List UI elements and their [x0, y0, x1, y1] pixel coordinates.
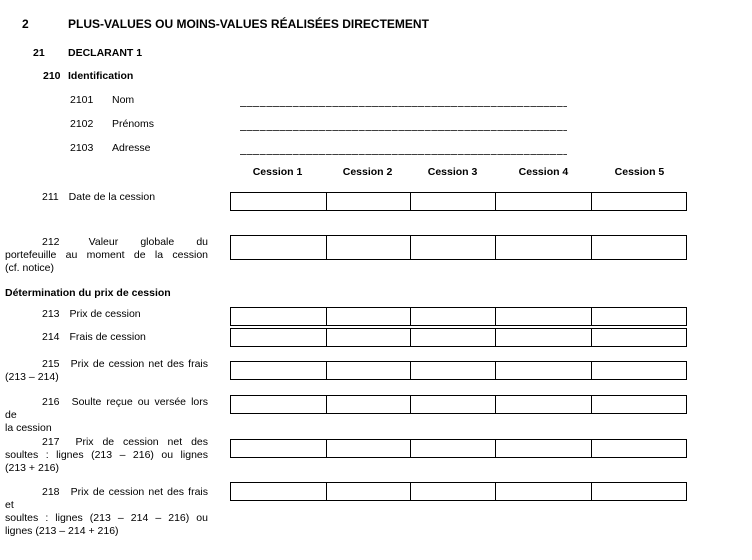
input-cell-215-3[interactable]: [410, 362, 495, 379]
row-label-215: [5, 358, 208, 384]
input-cell-215-2[interactable]: [326, 362, 411, 379]
input-cell-211-3[interactable]: [410, 193, 495, 210]
input-row-217: [230, 439, 687, 458]
input-cell-218-5[interactable]: [591, 483, 686, 500]
row-label-text: Prix de cession net des: [75, 436, 208, 448]
input-cell-217-1[interactable]: [231, 440, 326, 457]
input-cell-218-3[interactable]: [410, 483, 495, 500]
row-number-216: 216: [42, 396, 60, 408]
row-label-213: [5, 308, 208, 321]
declarant-number: 21: [33, 47, 45, 59]
row-label-text: portefeuille au moment de la cession: [5, 248, 208, 261]
row-label-text: Date de la cession: [68, 191, 156, 203]
input-cell-216-4[interactable]: [495, 396, 591, 413]
field-number-nom: 2101: [70, 94, 94, 106]
input-row-212: [230, 235, 687, 260]
row-number-215: 215: [42, 358, 60, 370]
input-cell-214-4[interactable]: [495, 329, 591, 346]
row-label-217: [5, 436, 208, 475]
row-number-213: 213: [42, 308, 60, 320]
input-cell-214-2[interactable]: [326, 329, 411, 346]
row-number-217: 217: [42, 436, 60, 448]
identification-number: 210: [43, 70, 61, 82]
input-cell-212-1[interactable]: [231, 236, 326, 259]
input-row-215: [230, 361, 687, 380]
row-label-216: [5, 396, 208, 435]
input-cell-216-2[interactable]: [326, 396, 411, 413]
input-cell-214-5[interactable]: [591, 329, 686, 346]
input-cell-211-5[interactable]: [591, 193, 686, 210]
input-cell-217-5[interactable]: [591, 440, 686, 457]
row-label-text: (cf. notice): [5, 261, 55, 274]
declarant-label: DECLARANT 1: [68, 47, 143, 59]
identification-label: Identification: [68, 70, 134, 82]
cession-column-headers: [230, 166, 687, 178]
field-label-prenoms: Prénoms: [112, 118, 155, 130]
input-cell-215-5[interactable]: [591, 362, 686, 379]
row-number-211: 211: [42, 191, 59, 203]
input-cell-212-5[interactable]: [591, 236, 686, 259]
column-header-cession-4: Cession 4: [518, 166, 569, 178]
row-label-text: Valeur globale du: [88, 236, 209, 248]
input-cell-216-3[interactable]: [410, 396, 495, 413]
row-label-211: [5, 191, 208, 204]
input-cell-217-4[interactable]: [495, 440, 591, 457]
input-cell-214-1[interactable]: [231, 329, 326, 346]
input-row-218: [230, 482, 687, 501]
input-cell-213-5[interactable]: [591, 308, 686, 325]
input-cell-212-3[interactable]: [410, 236, 495, 259]
input-row-216: [230, 395, 687, 414]
row-number-214: 214: [42, 331, 60, 343]
column-header-cession-5: Cession 5: [614, 166, 665, 178]
row-label-214: [5, 331, 208, 344]
input-cell-216-1[interactable]: [231, 396, 326, 413]
input-cell-211-2[interactable]: [326, 193, 411, 210]
prenoms-input-line[interactable]: [240, 130, 567, 131]
column-header-cession-2: Cession 2: [342, 166, 393, 178]
input-cell-213-2[interactable]: [326, 308, 411, 325]
column-header-cession-1: Cession 1: [252, 166, 303, 178]
input-cell-218-4[interactable]: [495, 483, 591, 500]
row-number-212: 212: [42, 236, 60, 248]
field-number-adresse: 2103: [70, 142, 94, 154]
input-cell-213-3[interactable]: [410, 308, 495, 325]
row-label-text: la cession: [5, 421, 52, 434]
row-label-212: [5, 236, 208, 275]
input-cell-213-1[interactable]: [231, 308, 326, 325]
input-cell-214-3[interactable]: [410, 329, 495, 346]
input-cell-211-4[interactable]: [495, 193, 591, 210]
row-label-text: Frais de cession: [69, 331, 146, 343]
input-row-211: [230, 192, 687, 211]
field-label-adresse: Adresse: [112, 142, 151, 154]
input-row-214: [230, 328, 687, 347]
input-cell-217-2[interactable]: [326, 440, 411, 457]
row-label-text: Prix de cession: [69, 308, 141, 320]
row-label-text: soultes : lignes (213 – 216) ou lignes: [5, 448, 208, 461]
input-cell-217-3[interactable]: [410, 440, 495, 457]
row-label-text: soultes : lignes (213 – 214 – 216) ou: [5, 511, 208, 524]
input-cell-213-4[interactable]: [495, 308, 591, 325]
column-header-cession-3: Cession 3: [427, 166, 478, 178]
row-label-218: [5, 486, 208, 538]
section-number: 2: [22, 17, 29, 31]
input-row-213: [230, 307, 687, 326]
input-cell-215-1[interactable]: [231, 362, 326, 379]
row-label-text: (213 + 216): [5, 461, 59, 474]
input-cell-212-4[interactable]: [495, 236, 591, 259]
input-cell-218-1[interactable]: [231, 483, 326, 500]
row-number-218: 218: [42, 486, 60, 498]
section-title: PLUS-VALUES OU MOINS-VALUES RÉALISÉES DIRECTEMENT: [68, 17, 429, 31]
input-cell-215-4[interactable]: [495, 362, 591, 379]
row-label-text: Prix de cession net des frais: [70, 358, 208, 370]
row-label-text: (213 – 214): [5, 370, 59, 383]
input-cell-218-2[interactable]: [326, 483, 411, 500]
row-label-text: Soulte reçue ou versée lors de: [5, 396, 208, 421]
input-cell-216-5[interactable]: [591, 396, 686, 413]
nom-input-line[interactable]: [240, 106, 567, 107]
adresse-input-line[interactable]: [240, 154, 567, 155]
row-label-text: Prix de cession net des frais et: [5, 486, 208, 511]
input-cell-211-1[interactable]: [231, 193, 326, 210]
field-label-nom: Nom: [112, 94, 135, 106]
subsection-title: Détermination du prix de cession: [5, 287, 171, 299]
input-cell-212-2[interactable]: [326, 236, 411, 259]
row-label-text: lignes (213 – 214 + 216): [5, 524, 119, 537]
field-number-prenoms: 2102: [70, 118, 94, 130]
